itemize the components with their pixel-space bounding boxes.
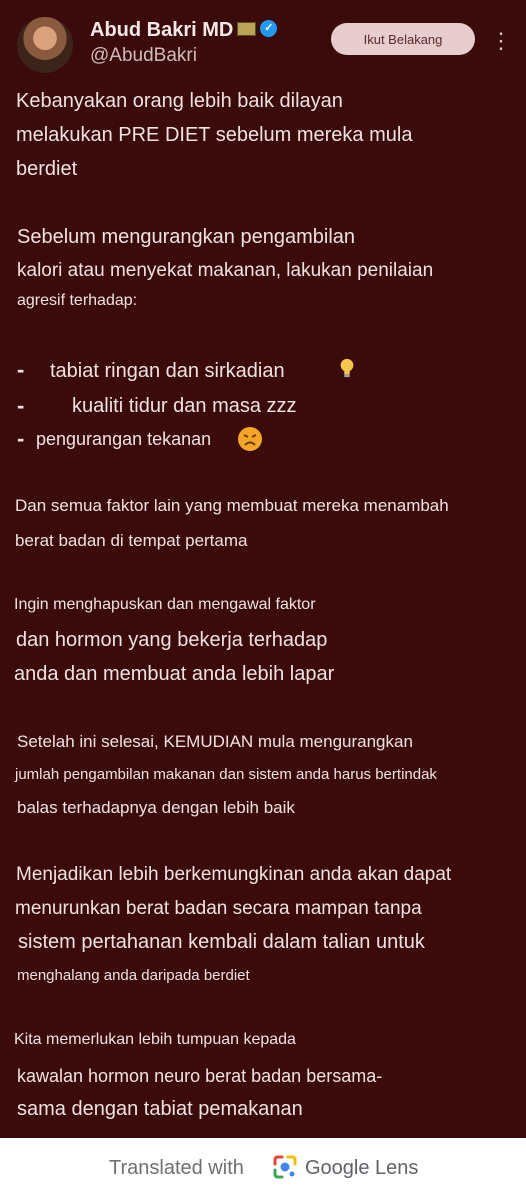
post-line: Dan semua faktor lain yang membuat mereka menambah	[15, 496, 449, 515]
post-line: balas terhadapnya dengan lebih baik	[17, 798, 295, 817]
more-vertical-icon[interactable]: ⋮	[490, 28, 512, 53]
author-name[interactable]: Abud Bakri MD	[90, 19, 234, 41]
post-line: Menjadikan lebih berkemungkinan anda akan dapat	[16, 864, 452, 885]
avatar[interactable]	[17, 17, 73, 73]
author-handle[interactable]: @AbudBakri	[90, 45, 197, 66]
post-line: Kebanyakan orang lebih baik dilayan	[16, 90, 343, 112]
post-line: menghalang anda daripada berdiet	[17, 967, 250, 984]
list-dash: -	[17, 426, 25, 451]
post-line: berdiet	[16, 158, 78, 180]
post-line: melakukan PRE DIET sebelum mereka mula	[16, 124, 413, 146]
post-line: jumlah pengambilan makanan dan sistem anda harus bertindak	[15, 766, 437, 783]
post-line: sistem pertahanan kembali dalam talian untuk	[18, 931, 425, 953]
translation-footer	[0, 1138, 526, 1200]
post-line: kalori atau menyekat makanan, lakukan penilaian	[17, 260, 434, 281]
post-line: sama dengan tabiat pemakanan	[17, 1098, 303, 1120]
post-line: Sebelum mengurangkan pengambilan	[17, 226, 356, 248]
follow-button[interactable]: Ikut Belakang	[331, 23, 475, 55]
post-line: Ingin menghapuskan dan mengawal faktor	[14, 596, 316, 613]
flag-badge-icon	[237, 22, 256, 36]
post-line: menurunkan berat badan secara mampan tanpa	[15, 898, 422, 919]
author-name-row[interactable]	[90, 19, 277, 42]
post-line: dan hormon yang bekerja terhadap	[16, 629, 328, 651]
post-line: tabiat ringan dan sirkadian	[50, 360, 285, 382]
lightbulb-icon	[338, 358, 356, 378]
persevering-face-icon	[237, 426, 263, 452]
post-line: anda dan membuat anda lebih lapar	[14, 663, 335, 685]
translated-with-label: Translated with	[109, 1157, 244, 1179]
list-dash: -	[17, 393, 25, 418]
tweet-header	[0, 0, 526, 86]
list-dash: -	[17, 357, 25, 382]
post-line: pengurangan tekanan	[36, 429, 212, 449]
google-lens-icon	[272, 1154, 298, 1180]
verified-icon: ✓	[260, 20, 277, 37]
post-line: kualiti tidur dan masa zzz	[72, 395, 297, 417]
tweet-body	[0, 86, 526, 1138]
google-lens-brand: Google Lens	[305, 1157, 419, 1179]
post-line: agresif terhadap:	[17, 292, 138, 309]
post-line: Kita memerlukan lebih tumpuan kepada	[14, 1031, 296, 1048]
post-line: Setelah ini selesai, KEMUDIAN mula mengurangkan	[17, 732, 413, 751]
post-line: berat badan di tempat pertama	[15, 531, 248, 550]
post-line: kawalan hormon neuro berat badan bersama-	[17, 1066, 383, 1086]
